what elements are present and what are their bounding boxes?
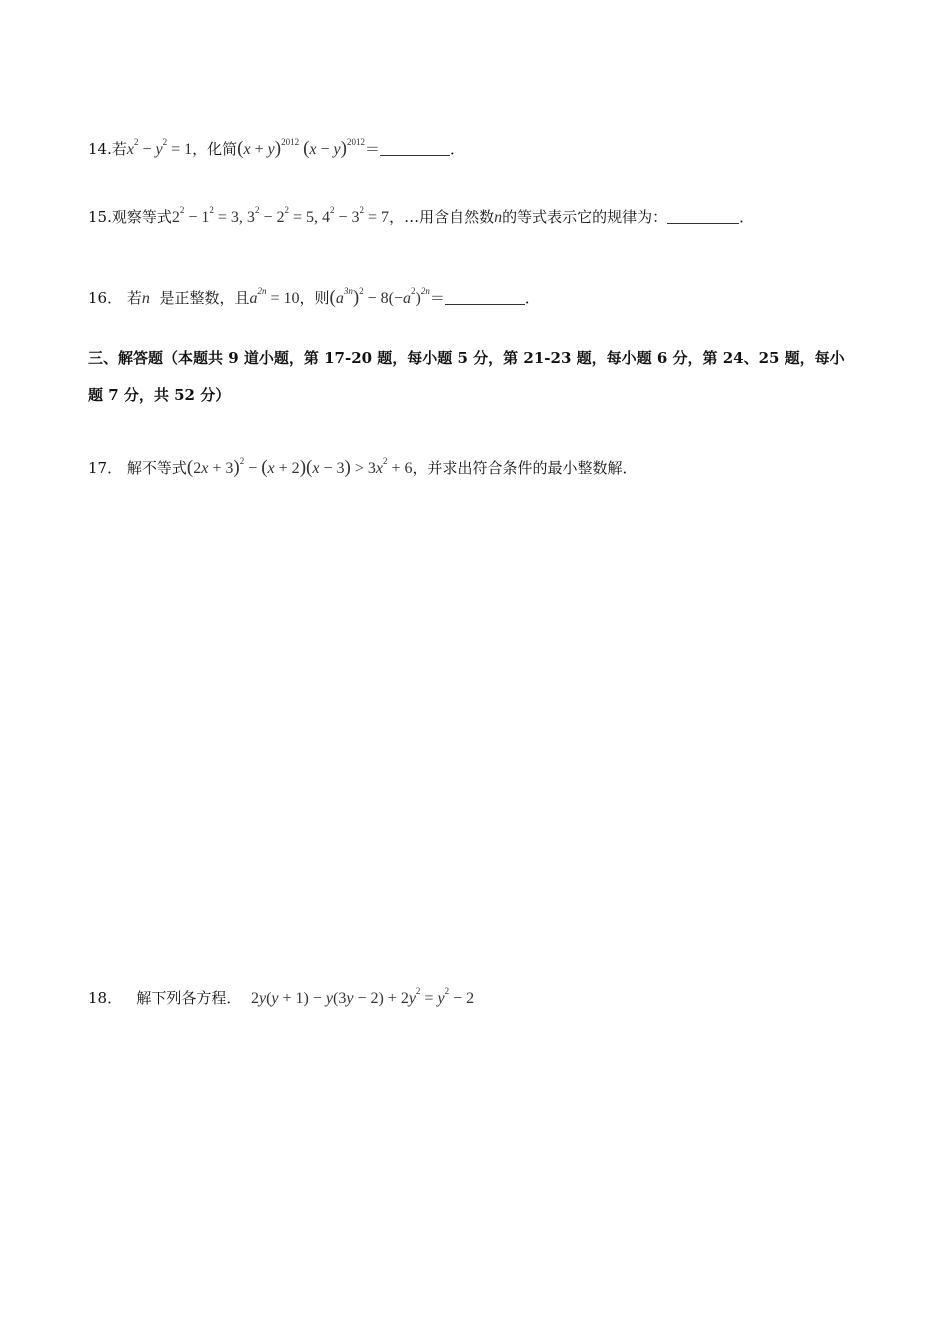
question-number: 14. (88, 140, 112, 158)
question-text: 的等式表示它的规律为： (502, 208, 668, 226)
equals-sign: ＝ (364, 140, 380, 158)
formula-inequality: $(2x + 3)^2 - (x + 2)(x - 3) > 3x^2 + 6$ (186, 456, 413, 478)
question-text: ，则 (299, 289, 330, 307)
question-14 (88, 130, 465, 162)
question-18 (88, 979, 474, 1011)
question-17 (88, 449, 638, 481)
formula-a-2n-equals-10: $a^{2n} = 10$ (249, 286, 300, 307)
formula-power-product: $(x + y)^{2012}$ $(x - y)^{2012}$ (237, 137, 365, 159)
formula-observed-equations: $2^2 - 1^2 = 3$, $3^2 - 2^2 = 5$, $4^2 - 3^2 = 7$ (171, 205, 390, 226)
question-text: 解不等式 (126, 459, 187, 477)
question-text: 若 (126, 289, 142, 307)
question-text: ，并求出符合条件的最小整数解． (412, 459, 638, 477)
variable-n: n (141, 290, 150, 307)
period: ． (450, 140, 466, 158)
question-number: 16． (88, 289, 123, 307)
question-15 (88, 198, 754, 230)
answer-blank (667, 209, 739, 224)
section-heading: 三、解答题（本题共 9 道小题，第 17-20 题，每小题 5 分，第 21-23 题，每小题 6 分，第 24、25 题，每小 (88, 349, 845, 367)
formula-expression: $(a^{3n})^2 - 8(-a^2)^{2n}$ (329, 286, 430, 308)
question-text: ，化简 (192, 140, 238, 158)
question-text: 解下列各方程． (136, 989, 242, 1007)
formula-equation: $2y(y + 1) - y(3y - 2) + 2y^2 = y^2 - 2$ (250, 986, 475, 1007)
answer-blank (445, 290, 525, 305)
equals-sign: ＝ (429, 289, 445, 307)
question-number: 17． (88, 459, 123, 477)
variable-n: n (494, 209, 503, 226)
question-16 (88, 279, 540, 311)
question-text: 是正整数，且 (159, 289, 250, 307)
period: ． (739, 208, 755, 226)
question-number: 18． (88, 989, 123, 1007)
period: ． (524, 289, 540, 307)
question-text: ，…用含自然数 (389, 208, 495, 226)
question-text: 观察等式 (111, 208, 172, 226)
formula-x2-minus-y2: $x^2 - y^2 = 1$ (126, 137, 193, 158)
section-heading-continued: 题 7 分，共 52 分） (88, 386, 231, 404)
question-text: 若 (111, 140, 127, 158)
answer-blank (380, 141, 450, 156)
question-number: 15. (88, 208, 112, 226)
